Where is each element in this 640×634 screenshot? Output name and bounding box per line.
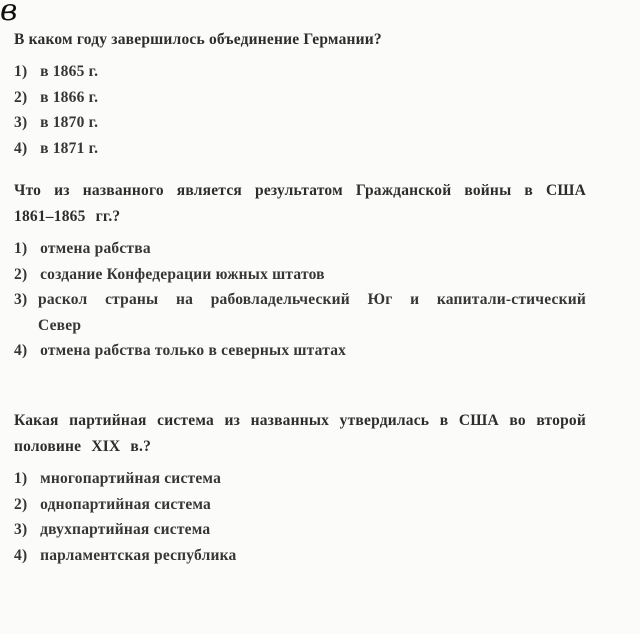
- question-3: [14, 408, 586, 568]
- option-text: отмена рабства: [40, 240, 151, 257]
- option-text: создание Конфедерации южных штатов: [40, 265, 325, 283]
- answer-options: [14, 59, 586, 161]
- option-text: раскол страны на рабовладельческий Юг и капитали-стический Север: [38, 291, 586, 334]
- answer-option: [14, 59, 586, 85]
- option-number: 2): [14, 265, 28, 283]
- answer-option: [14, 543, 586, 569]
- option-text: отмена рабства только в северных штатах: [40, 342, 347, 359]
- handwritten-mark: в: [0, 0, 18, 28]
- option-text: в 1866 г.: [40, 88, 99, 106]
- option-text: в 1871 г.: [40, 139, 99, 157]
- answer-option: [14, 236, 586, 262]
- question-1: [14, 27, 586, 161]
- answer-option: [14, 85, 586, 111]
- option-text: парламентская республика: [40, 546, 237, 564]
- option-number: 4): [14, 546, 28, 564]
- option-text: в 1870 г.: [40, 114, 99, 131]
- option-number: 3): [14, 521, 28, 538]
- answer-options: [14, 466, 586, 568]
- option-number: 2): [14, 88, 28, 106]
- answer-option: [14, 492, 586, 518]
- question-text: Какая партийная система из названных утвердилась в США во второй половине XIX в.?: [14, 412, 586, 455]
- option-text: двухпартийная система: [40, 521, 211, 538]
- option-number: 4): [14, 139, 28, 157]
- option-number: 1): [14, 470, 28, 487]
- option-text: многопартийная система: [40, 470, 222, 487]
- answer-option: [14, 287, 586, 338]
- option-number: 1): [14, 63, 28, 80]
- answer-options: [14, 236, 586, 364]
- answer-option: [14, 466, 586, 492]
- answer-option: [14, 136, 586, 162]
- answer-option: [14, 517, 586, 543]
- question-text: Что из названного является результатом Гражданской войны в США 1861–1865 гг.?: [14, 182, 586, 225]
- option-number: 1): [14, 240, 28, 257]
- option-text: в 1865 г.: [40, 63, 99, 80]
- question-2: [14, 178, 586, 364]
- option-number: 3): [14, 114, 28, 131]
- option-number: 4): [14, 342, 28, 359]
- answer-option: [14, 262, 586, 288]
- answer-option: [14, 110, 586, 136]
- option-number: 3): [14, 291, 28, 308]
- option-number: 2): [14, 495, 28, 513]
- answer-option: [14, 338, 586, 364]
- question-text: В каком году завершилось объединение Германии?: [14, 31, 382, 48]
- option-text: однопартийная система: [40, 495, 212, 513]
